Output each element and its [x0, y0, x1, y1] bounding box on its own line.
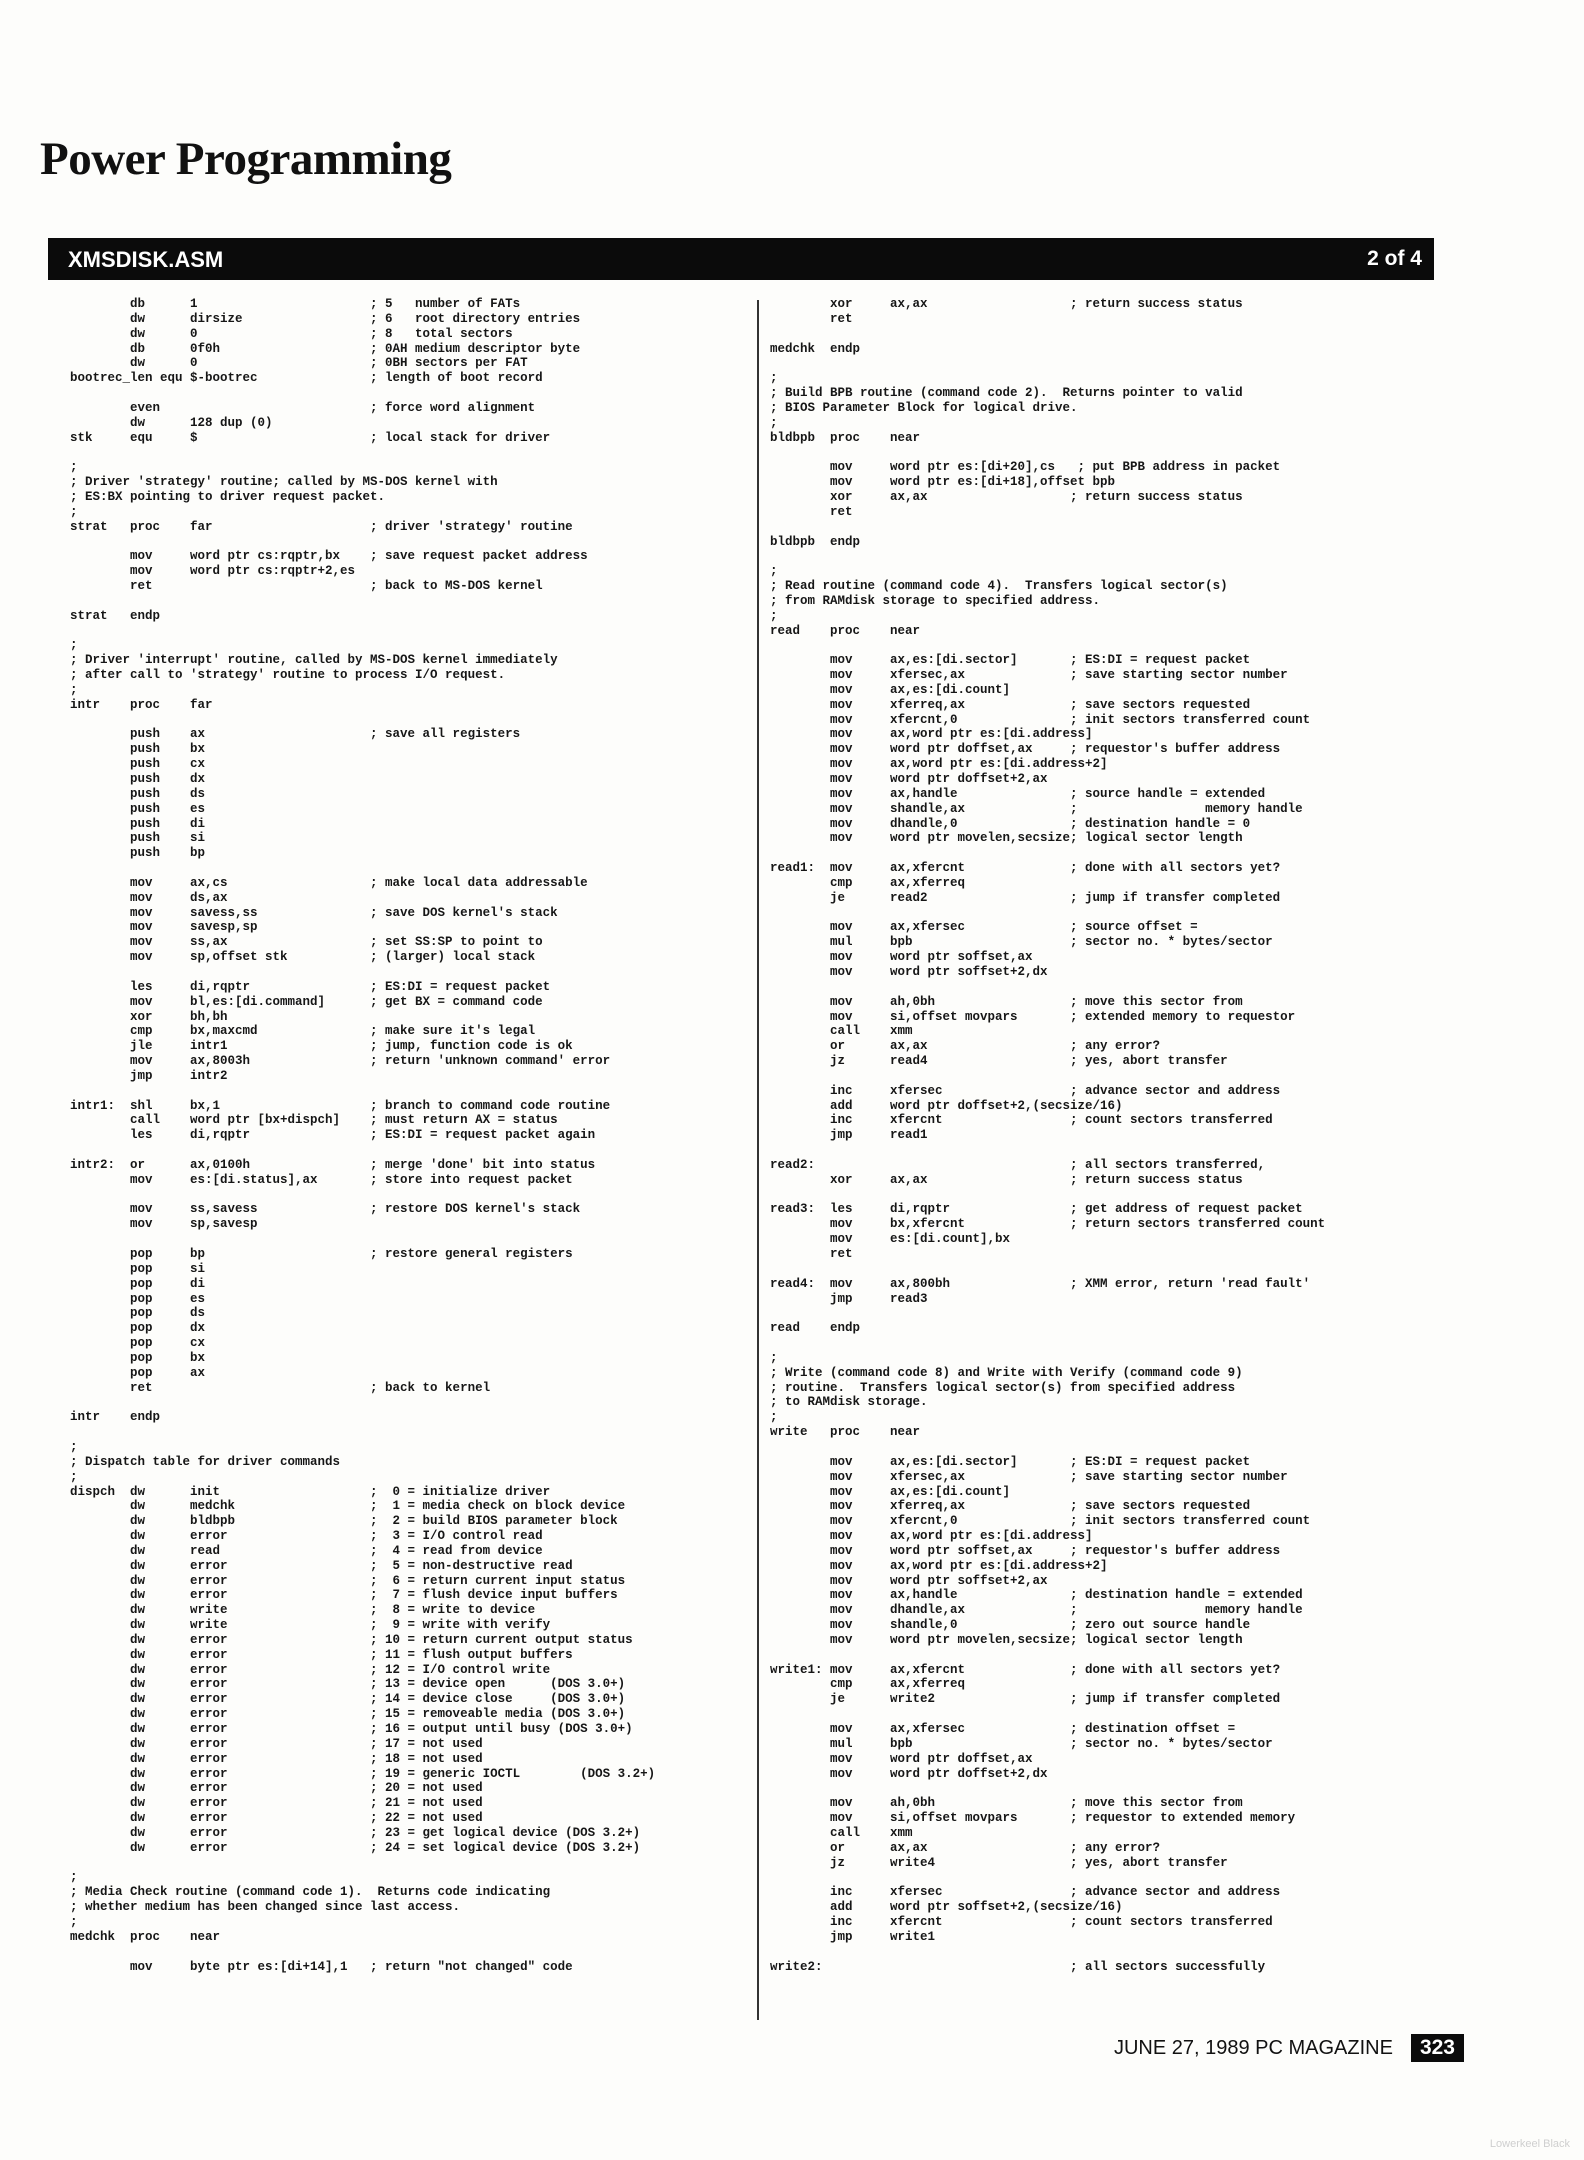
- code-column-left: db 1 ; 5 number of FATs dw dirsize ; 6 root directory entries dw 0 ; 8 total sectors db 0f0h ; 0AH medium descriptor byte dw 0 ; 0BH sectors per FAT bootrec_len equ $-bootrec ; length of boot record even ; force word alignment dw 128 dup (0) stk equ $ ; local stack for driver ; ; Driver 'strategy' routine; called by MS-DOS kernel with ; ES:BX pointing to driver request packet. ; strat proc far ; driver 'strategy' routine mov word ptr cs:rqptr,bx ; save request packet address mov word ptr cs:rqptr+2,es ret ; back to MS-DOS kernel strat endp ; ; Driver 'interrupt' routine, called by MS-DOS kernel immediately ; after call to 'strategy' routine to process I/O request. ; intr proc far push ax ; save all registers push bx push cx push dx push ds push es push di push si push bp mov ax,cs ; make local data addressable mov ds,ax mov savess,ss ; save DOS kernel's stack mov savesp,sp mov ss,ax ; set SS:SP to point to mov sp,offset stk ; (larger) local stack les di,rqptr ; ES:DI = request packet mov bl,es:[di.command] ; get BX = command code xor bh,bh cmp bx,maxcmd ; make sure it's legal jle intr1 ; jump, function code is ok mov ax,8003h ; return 'unknown command' error jmp intr2 intr1: shl bx,1 ; branch to command code routine call word ptr [bx+dispch] ; must return AX = status les di,rqptr ; ES:DI = request packet again intr2: or ax,0100h ; merge 'done' bit into status mov es:[di.status],ax ; store into request packet mov ss,savess ; restore DOS kernel's stack mov sp,savesp pop bp ; restore general registers pop si pop di pop es pop ds pop dx pop cx pop bx pop ax ret ; back to kernel intr endp ; ; Dispatch table for driver commands ; dispch dw init ; 0 = initialize driver dw medchk ; 1 = media check on block device dw bldbpb ; 2 = build BIOS parameter block dw error ; 3 = I/O control read dw read ; 4 = read from device dw error ; 5 = non-destructive read dw error ; 6 = return current input status dw error ; 7 = flush device input buffers dw write ; 8 = write to device dw write ; 9 = write with verify dw error ; 10 = return current output status dw error ; 11 = flush output buffers dw error ; 12 = I/O control write dw error ; 13 = device open (DOS 3.0+) dw error ; 14 = device close (DOS 3.0+) dw error ; 15 = removeable media (DOS 3.0+) dw error ; 16 = output until busy (DOS 3.0+) dw error ; 17 = not used dw error ; 18 = not used dw error ; 19 = generic IOCTL (DOS 3.2+) dw error ; 20 = not used dw error ; 21 = not used dw error ; 22 = not used dw error ; 23 = get logical device (DOS 3.2+) dw error ; 24 = set logical device (DOS 3.2+) ; ; Media Check routine (command code 1). Returns code indicating ; whether medium has been changed since last access. ; medchk proc near mov byte ptr es:[di+14],1 ; return "not changed" code: [70, 297, 656, 1974]
- page-number: 323: [1411, 2034, 1464, 2062]
- listing-title-bar: [48, 238, 1434, 280]
- page-heading: Power Programming: [40, 133, 452, 185]
- issue-info: JUNE 27, 1989 PC MAGAZINE: [1113, 2036, 1393, 2059]
- corner-watermark: Lowerkeel Black: [1489, 2138, 1570, 2150]
- listing-part-indicator: 2 of 4: [1367, 247, 1422, 270]
- page-footer: [1114, 2033, 1464, 2063]
- column-divider: [757, 300, 759, 2020]
- code-column-right: xor ax,ax ; return success status ret medchk endp ; ; Build BPB routine (command code 2). Returns pointer to valid ; BIOS Parameter Block for logical drive. ; bldbpb proc near mov word ptr es:[di+20],cs ; put BPB address in packet mov word ptr es:[di+18],offset bpb xor ax,ax ; return success status ret bldbpb endp ; ; Read routine (command code 4). Transfers logical sector(s) ; from RAMdisk storage to specified address. ; read proc near mov ax,es:[di.sector] ; ES:DI = request packet mov xfersec,ax ; save starting sector number mov ax,es:[di.count] mov xferreq,ax ; save sectors requested mov xfercnt,0 ; init sectors transferred count mov ax,word ptr es:[di.address] mov word ptr doffset,ax ; requestor's buffer address mov ax,word ptr es:[di.address+2] mov word ptr doffset+2,ax mov ax,handle ; source handle = extended mov shandle,ax ; memory handle mov dhandle,0 ; destination handle = 0 mov word ptr movelen,secsize; logical sector length read1: mov ax,xfercnt ; done with all sectors yet? cmp ax,xferreq je read2 ; jump if transfer completed mov ax,xfersec ; source offset = mul bpb ; sector no. * bytes/sector mov word ptr soffset,ax mov word ptr soffset+2,dx mov ah,0bh ; move this sector from mov si,offset movpars ; extended memory to requestor call xmm or ax,ax ; any error? jz read4 ; yes, abort transfer inc xfersec ; advance sector and address add word ptr doffset+2,(secsize/16) inc xfercnt ; count sectors transferred jmp read1 read2: ; all sectors transferred, xor ax,ax ; return success status read3: les di,rqptr ; get address of request packet mov bx,xfercnt ; return sectors transferred count mov es:[di.count],bx ret read4: mov ax,800bh ; XMM error, return 'read fault' jmp read3 read endp ; ; Write (command code 8) and Write with Verify (command code 9) ; routine. Transfers logical sector(s) from specified address ; to RAMdisk storage. ; write proc near mov ax,es:[di.sector] ; ES:DI = request packet mov xfersec,ax ; save starting sector number mov ax,es:[di.count] mov xferreq,ax ; save sectors requested mov xfercnt,0 ; init sectors transferred count mov ax,word ptr es:[di.address] mov word ptr soffset,ax ; requestor's buffer address mov ax,word ptr es:[di.address+2] mov word ptr soffset+2,ax mov ax,handle ; destination handle = extended mov dhandle,ax ; memory handle mov shandle,0 ; zero out source handle mov word ptr movelen,secsize; logical sector length write1: mov ax,xfercnt ; done with all sectors yet? cmp ax,xferreq je write2 ; jump if transfer completed mov ax,xfersec ; destination offset = mul bpb ; sector no. * bytes/sector mov word ptr doffset,ax mov word ptr doffset+2,dx mov ah,0bh ; move this sector from mov si,offset movpars ; requestor to extended memory call xmm or ax,ax ; any error? jz write4 ; yes, abort transfer inc xfersec ; advance sector and address add word ptr soffset+2,(secsize/16) inc xfercnt ; count sectors transferred jmp write1 write2: ; all sectors successfully: [770, 297, 1326, 1974]
- listing-title: XMSDISK.ASM: [68, 247, 224, 272]
